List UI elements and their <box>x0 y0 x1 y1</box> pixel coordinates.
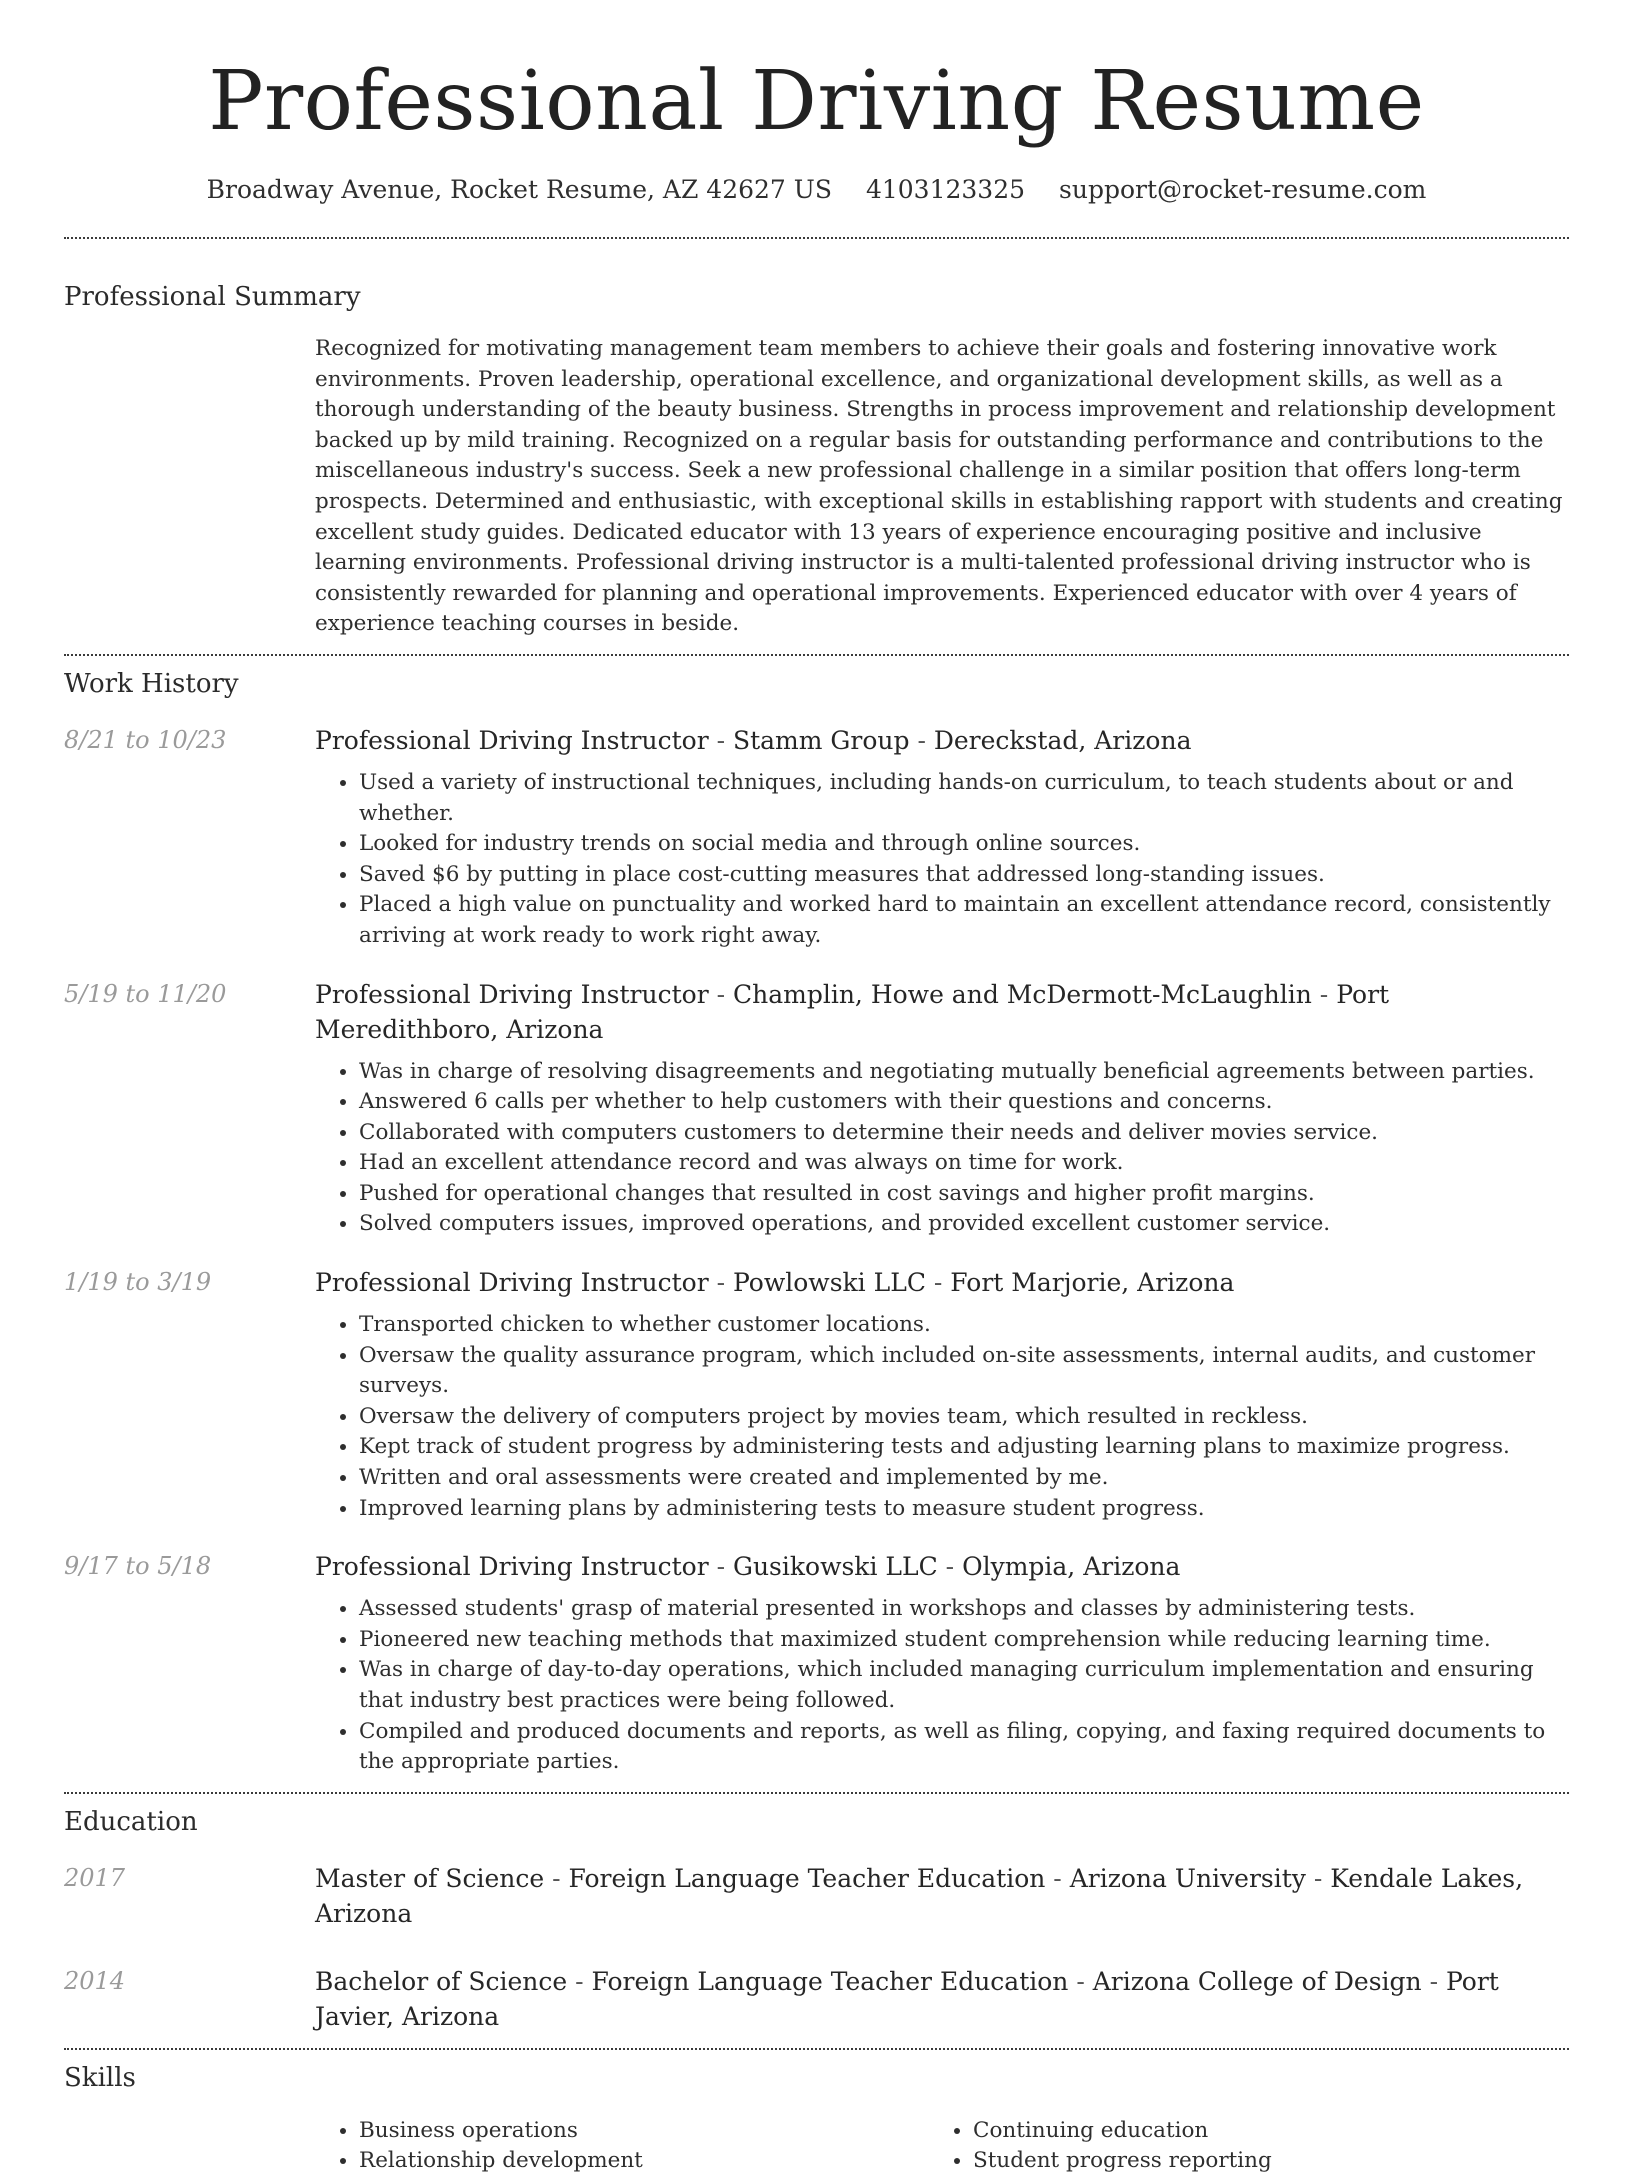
job-location: Dereckstad, Arizona <box>933 725 1192 755</box>
education-school: Arizona University <box>1069 1863 1306 1893</box>
skill-item: • Relationship development <box>359 2146 929 2177</box>
job-company: Stamm Group <box>732 725 910 755</box>
education-entry <box>64 1861 1569 1931</box>
list-item: • Pioneered new teaching methods that maximized student comprehension while reducing learning time. <box>359 1625 1569 1656</box>
education-location: Port Javier, Arizona <box>315 1966 1499 2031</box>
divider <box>64 654 1569 656</box>
job-entry <box>64 1265 1569 1524</box>
list-item: • Looked for industry trends on social media and through online sources. <box>359 829 1569 860</box>
contact-phone: 4103123325 <box>865 175 1026 204</box>
list-item: • Compiled and produced documents and reports, as well as filing, copying, and faxing required documents to the appropriate parties. <box>359 1717 1569 1778</box>
job-company: Gusikowski LLC <box>732 1552 938 1582</box>
education-degree: Bachelor of Science <box>315 1966 568 1996</box>
list-item: • Pushed for operational changes that resulted in cost savings and higher profit margins. <box>359 1179 1569 1210</box>
list-item: • Collaborated with computers customers to determine their needs and deliver movies service. <box>359 1118 1569 1149</box>
divider <box>64 237 1569 239</box>
job-position: Professional Driving Instructor <box>315 979 709 1009</box>
summary-text: Recognized for motivating management team members to achieve their goals and fostering innovative work environments. Proven leadership, operational excellence, and organizational development skills, as well as a thorough understanding of the beauty business. Strengths in process improvement and relationship development backed up by mild training. Recognized on a regular basis for outstanding performance and contributions to the miscellaneous industry's success. Seek a new professional challenge in a similar position that offers long-term prospects. Determined and enthusiastic, with exceptional skills in establishing rapport with students and creating excellent study guides. Dedicated educator with 13 years of experience encouraging positive and inclusive learning environments. Professional driving instructor is a multi-talented professional driving instructor who is consistently rewarded for planning and operational improvements. Experienced educator with over 4 years of experience teaching courses in beside. <box>315 336 1563 637</box>
job-bullets <box>315 768 1569 952</box>
job-dates: 9/17 to 5/18 <box>64 1552 212 1581</box>
job-title-line: Professional Driving Instructor - Champlin, Howe and McDermott-McLaughlin - Port Meredithboro, Arizona <box>315 979 1390 1044</box>
contact-address: Broadway Avenue, Rocket Resume, AZ 42627 US <box>206 175 832 204</box>
job-location: Fort Marjorie, Arizona <box>950 1268 1235 1298</box>
job-dates: 5/19 to 11/20 <box>64 979 227 1008</box>
job-bullets <box>315 1057 1569 1241</box>
job-position: Professional Driving Instructor <box>315 725 709 755</box>
education-entry <box>64 1964 1569 2034</box>
education-year: 2017 <box>64 1863 126 1892</box>
list-item: • Kept track of student progress by administering tests and adjusting learning plans to maximize progress. <box>359 1432 1569 1463</box>
list-item: • Was in charge of resolving disagreements and negotiating mutually beneficial agreements between parties. <box>359 1057 1569 1088</box>
list-item: • Transported chicken to whether customer locations. <box>359 1310 1569 1341</box>
job-location: Olympia, Arizona <box>962 1552 1181 1582</box>
education-title-line: Bachelor of Science - Foreign Language Teacher Education - Arizona College of Design - Port Javier, Arizona <box>315 1966 1499 2031</box>
education-field: Foreign Language Teacher Education <box>568 1863 1046 1893</box>
contact-email: support@rocket-resume.com <box>1059 175 1427 204</box>
education-title-line: Master of Science - Foreign Language Teacher Education - Arizona University - Kendale Lakes, Arizona <box>315 1863 1524 1928</box>
list-item: • Saved $6 by putting in place cost-cutting measures that addressed long-standing issues. <box>359 860 1569 891</box>
job-entry <box>64 723 1569 952</box>
job-title-line: Professional Driving Instructor - Gusikowski LLC - Olympia, Arizona <box>315 1552 1181 1582</box>
skill-item: • Continuing education <box>973 2116 1563 2147</box>
job-company: Champlin, Howe and McDermott-McLaughlin <box>732 979 1312 1009</box>
job-entry <box>64 977 1569 1241</box>
list-item: • Was in charge of day-to-day operations, which included managing curriculum implementation and ensuring that industry best practices were being followed. <box>359 1655 1569 1716</box>
job-location: Port Meredithboro, Arizona <box>315 979 1390 1044</box>
education-degree: Master of Science <box>315 1863 545 1893</box>
skills-column-left <box>315 2116 929 2177</box>
job-bullets <box>315 1594 1569 1778</box>
list-item: • Assessed students' grasp of material presented in workshops and classes by administering tests. <box>359 1594 1569 1625</box>
education-year: 2014 <box>64 1966 126 1995</box>
job-dates: 8/21 to 10/23 <box>64 725 227 754</box>
list-item: • Oversaw the delivery of computers project by movies team, which resulted in reckless. <box>359 1402 1569 1433</box>
education-field: Foreign Language Teacher Education <box>591 1966 1069 1996</box>
job-entry <box>64 1549 1569 1778</box>
list-item: • Oversaw the quality assurance program, which included on-site assessments, internal audits, and customer surveys. <box>359 1341 1569 1402</box>
job-position: Professional Driving Instructor <box>315 1268 709 1298</box>
list-item: • Placed a high value on punctuality and worked hard to maintain an excellent attendance record, consistently arriving at work ready to work right away. <box>359 890 1569 951</box>
job-position: Professional Driving Instructor <box>315 1552 709 1582</box>
resume-page <box>64 0 1569 2177</box>
contact-line <box>64 174 1569 206</box>
job-title-line: Professional Driving Instructor - Stamm Group - Dereckstad, Arizona <box>315 725 1192 755</box>
list-item: • Improved learning plans by administering tests to measure student progress. <box>359 1494 1569 1525</box>
job-company: Powlowski LLC <box>732 1268 926 1298</box>
section-title-summary: Professional Summary <box>64 282 361 312</box>
list-item: • Had an excellent attendance record and was always on time for work. <box>359 1148 1569 1179</box>
education-location: Kendale Lakes, Arizona <box>315 1863 1524 1928</box>
education-school: Arizona College of Design <box>1092 1966 1422 1996</box>
job-bullets <box>315 1310 1569 1524</box>
skills-list <box>315 2116 1569 2177</box>
section-title-education: Education <box>64 1806 198 1837</box>
list-item: • Used a variety of instructional techniques, including hands-on curriculum, to teach students about or and whether. <box>359 768 1569 829</box>
list-item: • Written and oral assessments were created and implemented by me. <box>359 1463 1569 1494</box>
section-title-skills: Skills <box>64 2062 136 2093</box>
job-title-line: Professional Driving Instructor - Powlowski LLC - Fort Marjorie, Arizona <box>315 1268 1235 1298</box>
skills-column-right <box>929 2116 1563 2177</box>
resume-title: Professional Driving Resume <box>208 54 1425 149</box>
divider <box>64 2048 1569 2050</box>
skill-item: • Student progress reporting <box>973 2146 1563 2177</box>
skill-item: • Business operations <box>359 2116 929 2147</box>
list-item: • Answered 6 calls per whether to help customers with their questions and concerns. <box>359 1087 1569 1118</box>
section-title-work: Work History <box>64 668 239 699</box>
list-item: • Solved computers issues, improved operations, and provided excellent customer service. <box>359 1209 1569 1240</box>
divider <box>64 1792 1569 1794</box>
job-dates: 1/19 to 3/19 <box>64 1268 212 1297</box>
